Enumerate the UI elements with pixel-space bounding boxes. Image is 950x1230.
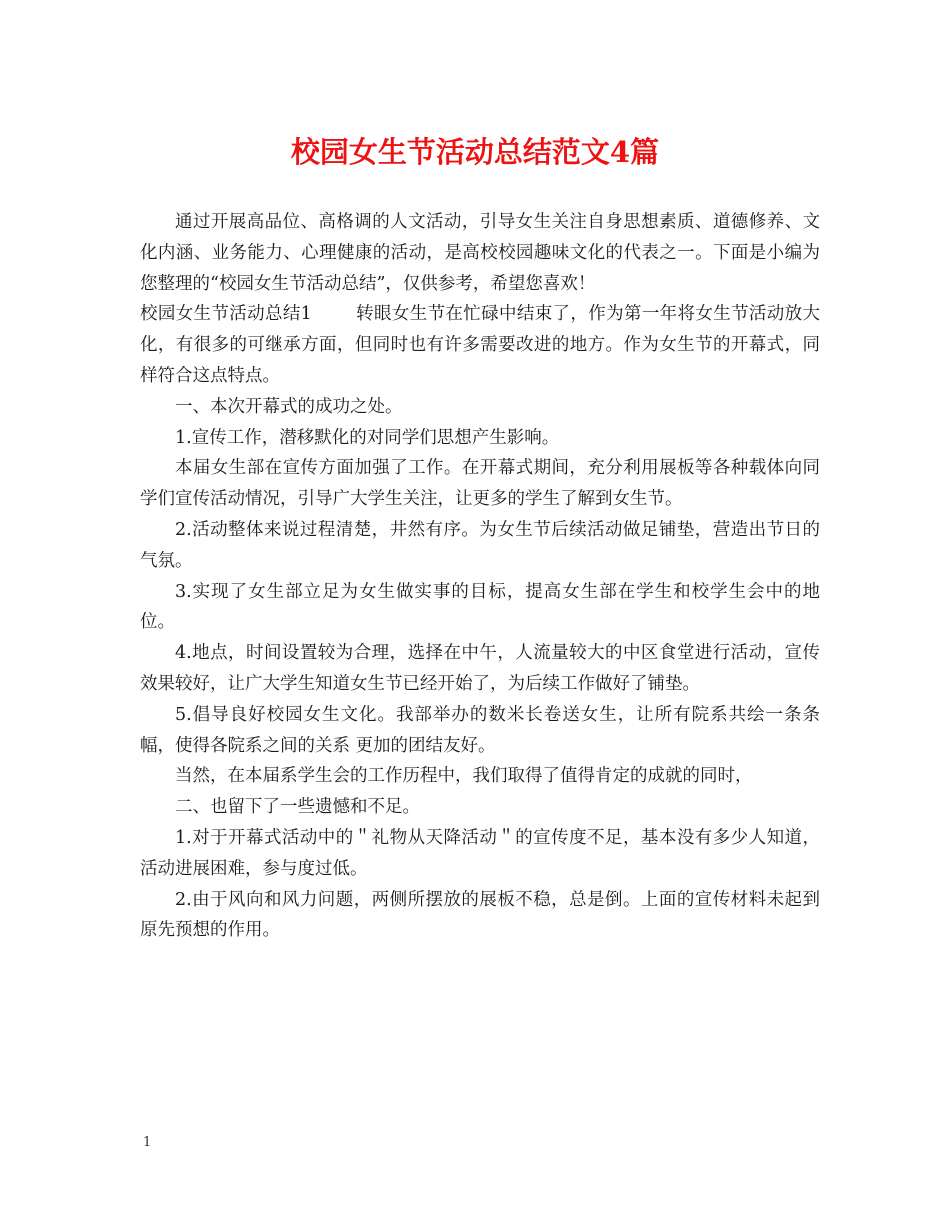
body-paragraph: 本届女生部在宣传方面加强了工作。在开幕式期间，充分利用展板等各种载体向同学们宣传活动情况，引导广大学生关注，让更多的学生了解到女生节。 xyxy=(140,458,820,510)
body-paragraph: 3.实现了女生部立足为女生做实事的目标，提高女生部在学生和校学生会中的地位。 xyxy=(140,581,820,633)
body-paragraph: 2.活动整体来说过程清楚，井然有序。为女生节后续活动做足铺垫，营造出节日的气氛。 xyxy=(140,519,820,571)
document-title: 校园女生节活动总结范文4篇 xyxy=(290,135,660,169)
body-paragraph: 二、也留下了一些遗憾和不足。 xyxy=(175,797,420,818)
page-number: 1 xyxy=(143,1135,152,1150)
document-body xyxy=(140,207,820,946)
section-1-paragraph xyxy=(140,299,820,391)
body-paragraph: 1.对于开幕式活动中的＂礼物从天降活动＂的宣传度不足，基本没有多少人知道，活动进展困难，参与度过低。 xyxy=(140,827,820,879)
body-paragraph: 当然，在本届系学生会的工作历程中，我们取得了值得肯定的成就的同时， xyxy=(175,766,753,787)
body-paragraph: 5.倡导良好校园女生文化。我部举办的数米长卷送女生，让所有院系共绘一条条幅，使得各院系之间的关系 更加的团结友好。 xyxy=(140,704,820,756)
section-1-title: 校园女生节活动总结1 xyxy=(140,304,312,325)
section-1-lead: 转眼女生节在忙碌中结束了，作为第一年将女生节活动放大化，有很多的可继承方面，但同时也有许多需要改进的地方。作为女生节的开幕式，同样符合这点特点。 xyxy=(140,304,820,386)
body-paragraph: 2.由于风向和风力问题，两侧所摆放的展板不稳，总是倒。上面的宣传材料未起到原先预想的作用。 xyxy=(140,889,820,941)
body-paragraph: 1.宣传工作，潜移默化的对同学们思想产生影响。 xyxy=(175,427,560,448)
intro-paragraph: 通过开展高品位、高格调的人文活动，引导女生关注自身思想素质、道德修养、文化内涵、业务能力、心理健康的活动，是高校校园趣味文化的代表之一。下面是小编为您整理的“校园女生节活动总结”，仅供参考，希望您喜欢！ xyxy=(140,212,820,294)
body-paragraph: 4.地点，时间设置较为合理，选择在中午，人流量较大的中区食堂进行活动，宣传效果较好，让广大学生知道女生节已经开始了，为后续工作做好了铺垫。 xyxy=(140,643,820,694)
body-paragraph: 一、本次开幕式的成功之处。 xyxy=(175,396,403,417)
